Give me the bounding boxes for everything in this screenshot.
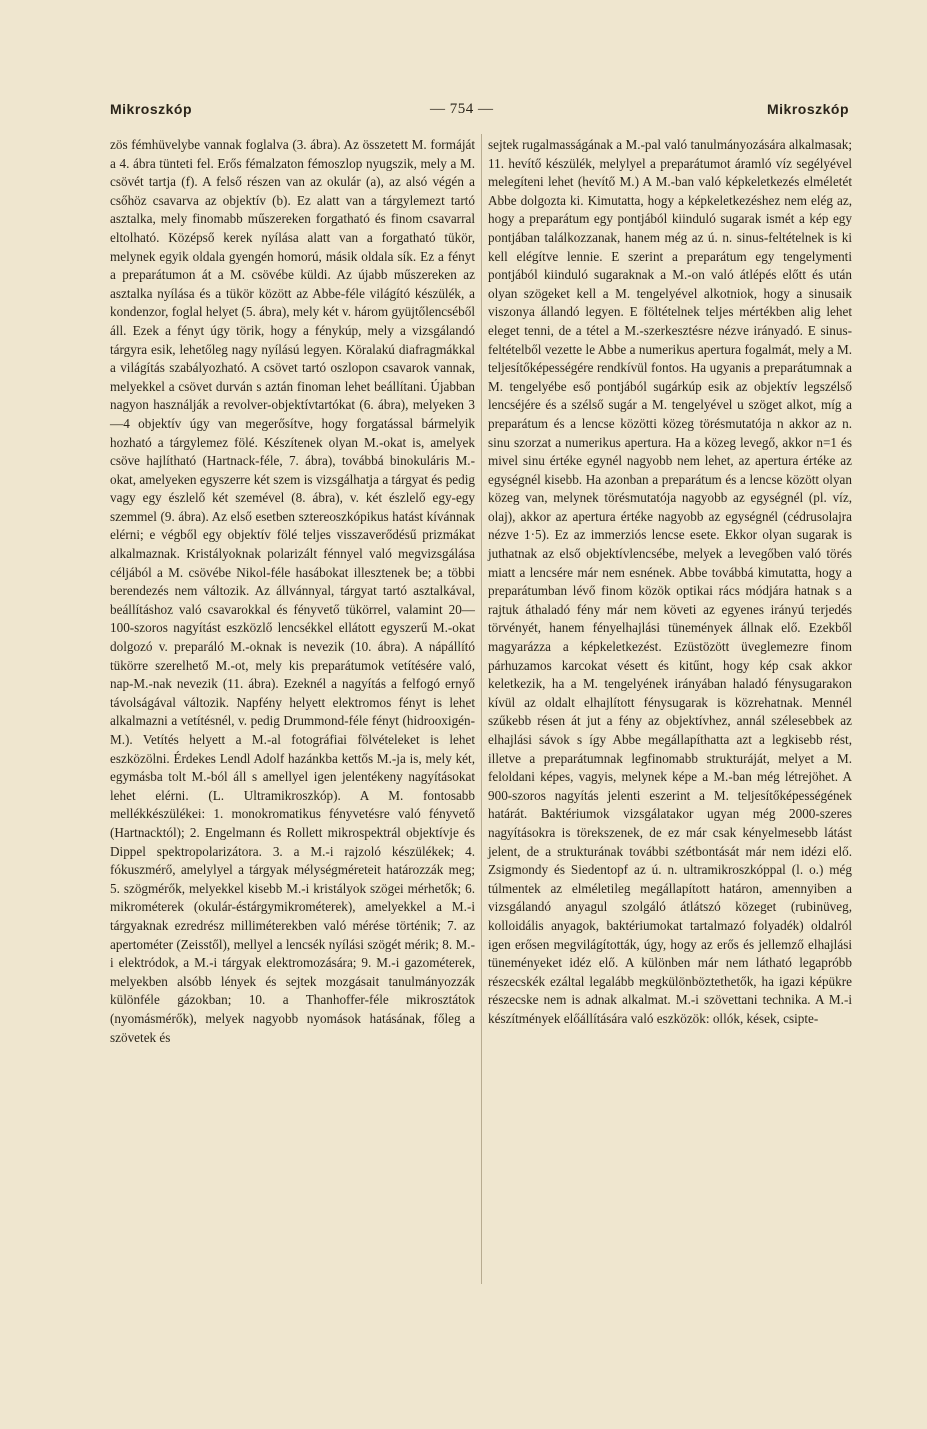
running-head-right: Mikroszkóp <box>766 101 849 117</box>
running-head <box>110 101 849 125</box>
right-column-text: sejtek rugalmasságának a M.-pal való tanulmányozására alkalmasak; 11. hevítő készülék, melylyel a preparátumot áramló víz segélyével melegíteni lehet (hevítő M.) A M.-ban való képkeletkezés elméletét Abbe dolgozta ki. Kimutatta, hogy a képkeletkezéshez nem elég az, hogy a preparátum egy pontjából kiinduló sugarak ismét a kép egy pontjában találkozzanak, hanem még az ú. n. sinus-feltételnek is ki kell elégítve lennie. E szerint a preparátum egy tengelymenti pontjából kiinduló sugaraknak a M.-on való átlépés előtt és után olyan szögeket kell a M. tengelyével alkotniok, hogy a sinusaik viszonya állandó legyen. E föltételnek teljes mértékben alig lehet eleget tenni, de a tétel a M.-szerkesztésre nézve irányadó. E sinus-feltételből vezette le Abbe a numerikus apertura fogalmát, mely a M. teljesítőképességére rendkívül fontos. Ha ugyanis a preparátumnak a M. tengelyébe eső pontjából sugárkúp esik az objektív legszélső lencséjére és a szélső sugár a M. tengelyével u szöget alkot, míg a preparátum és a lencse közötti közeg törésmutatója n akkor az n. sinu szorzat a numerikus apertura. Ha a közeg levegő, akkor n=1 és mivel sinu értéke egynél nagyobb nem lehet, az apertura értéke az egységnél kisebb. Ha azonban a preparátum és a lencse között olyan közeg van, melynek törésmutatója nagyobb az egységnél (pl. víz, olaj), akkor az apertura értéke nagyobb az egységnél (cédrusolajra nézve 1·5). Ez az immerziós lencse esete. Ekkor olyan sugarak is juthatnak az első objektívlencsébe, melyek a levegőben való törés miatt a lencsére már nem esnének. Abbe továbbá kimutatta, hogy a preparátumban lévő finom közök optikai rács módjára hatnak s a rajtuk áthaladó fény már nem követi az egyenes irányú terjedés törvényét, hanem fényelhajlási tünemények állnak elő. Ezekből magyarázza a képkeletkezést. Ezüstözött üveglemezre finom párhuzamos karcokat vésett és kitűnt, hogy kép csak akkor keletkezik, ha a M. tengelyének irányában haladó fénysugarakon kívül az oldalt elhajlított fénysugarak is közrehatnak. Mennél szűkebb résen át jut a fény az objektívhez, annál szélesebbek az elhajlási sávok s így Abbe megállapíthatta azt a legkisebb rést, illetve a preparátumnak legfinomabb strukturáját, melyet a M. feloldani képes, vagyis, melynek képe a M.-ban még létrejöhet. A 900-szoros nagyítás jelenti eszerint a M. teljesítőképességének határát. Baktériumok vizsgálatakor ugyan még 2000-szeres nagyításokra is törekszenek, de ez már csak kényelmesebb látást jelent, de a strukturának további szétbontását már nem idézi elő. Zsigmondy és Siedentopf az ú. n. ultramikroszkóppal (l. o.) még túlmentek az elméletileg megállapított határon, amennyiben a vizsgálandó anyagul szolgáló átlátszó közeget (rubinüveg, kolloidális anyagok, baktériumokat tartalmazó folyadék) oldalról igen erősen megvilágították, úgy, hogy az erős és jellemző elhajlási tüneményeket idéz elő. A különben már nem látható legapróbb részecskék ezáltal legalább megkülönböztethetők, ha igazi képükre részecske nem is adnak alkalmat. M.-i szövettani technika. A M.-i készítmények előállítására való eszközök: ollók, kések, csipte- <box>488 137 852 1026</box>
left-column-text: zös fémhüvelybe vannak foglalva (3. ábra). Az összetett M. formáját a 4. ábra tünteti fel. Erős fémalzaton fémoszlop nyugszik, mely a M. csövét tartja (f). A felső részen van az okulár (a), az alsó végén a csőhöz csavarva az objektív (b). Ez alatt van a tárgylemezt tartó asztalka, mely finomabb műszereken forgatható és finom csavarral eltolható. Középső kerek nyílása alatt van a forgatható tükör, melynek egyik oldala gyengén homorú, másik oldala sík. Ez a fényt a preparátumon át a M. csövébe küldi. Az újabb műszereken az asztalka nyílása és a tükör között az Abbe-féle világító készülék, a kondenzor, foglal helyet (5. ábra), mely két v. három gyüjtőlencséből áll. Ezek a fényt úgy törik, hogy a fénykúp, mely a vizsgálandó tárgyra esik, lehetőleg nagy nyílású legyen. Köralakú diafragmákkal a világítás szabályozható. A csövet tartó oszlopon csavarok vannak, melyekkel a csövet durván s aztán finoman lehet beállítani. Újabban nagyon használják a revolver-objektívtartókat (6. ábra), melyeken 3—4 objektív úgy van megerősítve, hogy forgatással bármelyik hozható a tárgylemez fölé. Készítenek olyan M.-okat is, amelyek csöve hajlítható (Hartnack-féle, 7. ábra), továbbá binokuláris M.-okat, amelyeken egyszerre két szem is vizsgálhatja a tárgyat és pedig vagy egy észlelő két szemével (8. ábra), v. két észlelő egy-egy szemmel (9. ábra). Az első esetben sztereoszkópikus hatást kívánnak elérni; e végből egy objektív fölé teljes visszaverődésű prizmákat alkalmaznak. Kristályoknak polarizált fénnyel való megvizsgálása céljából a M. csövébe Nikol-féle hasábokat illesztenek be; a többi berendezés nem változik. Az állvánnyal, tárgyat tartó asztalkával, beállításhoz való csavarokkal és fényvető tükörrel, valamint 20—100-szoros nagyítást eszközlő lencsékkel ellátott egyszerű M.-okat dolgozó v. preparáló M.-oknak is nevezik (10. ábra). A nápállító tükörre szerelhető M.-ot, mely kis preparátumok vetítésére való, nap-M.-nak nevezik (11. ábra). Ezeknél a nagyítás a felfogó ernyő távolságával változik. Napfény helyett elektromos fényt is lehet alkalmazni a vetítésnél, v. pedig Drummond-féle fényt (hidrooxigén-M.). Vetítés helyett a M.-al fotográfiai fölvételeket is lehet eszközölni. Érdekes Lendl Adolf hazánkba kettős M.-ja is, mely két, egymásba tolt M.-ból áll s amellyel igen jelentékeny nagyításokat lehet elérni. (L. Ultramikroszkóp). A M. fontosabb mellékkészülékei: 1. monokromatikus fényvetésre való fényvető (Hartnacktól); 2. Engelmann és Rollett mikrospektrál objektívje és Dippel spektropolarizátora. 3. a M.-i rajzoló készülékek; 4. fókuszmérő, amelylyel a tárgyak mélységméreteit határozzák meg; 5. szögmérők, melyekkel kisebb M.-i kristályok szögei mérhetők; 6. mikrométerek (okulár-éstárgymikrométerek), amelyekkel a M.-i tárgyaknak ezredrész milliméterekben való mérése történik; 7. az apertométer (Zeisstől), mellyel a lencsék nyílási szögét mérik; 8. M.-i elektródok, a M.-i tárgyak elektromozására; 9. M.-i gazométerek, melyekben alsóbb lények és sejtek mozgásait tanulmányozzák különféle gázokban; 10. a Thanhoffer-féle mikrosztátok (nyomásmérők), melyek nagyobb nyomások hatásának, főleg a szövetek és <box>110 137 475 1045</box>
page-number: — 754 — <box>430 101 494 117</box>
column-divider <box>481 134 482 1284</box>
running-head-left: Mikroszkóp <box>110 101 193 117</box>
